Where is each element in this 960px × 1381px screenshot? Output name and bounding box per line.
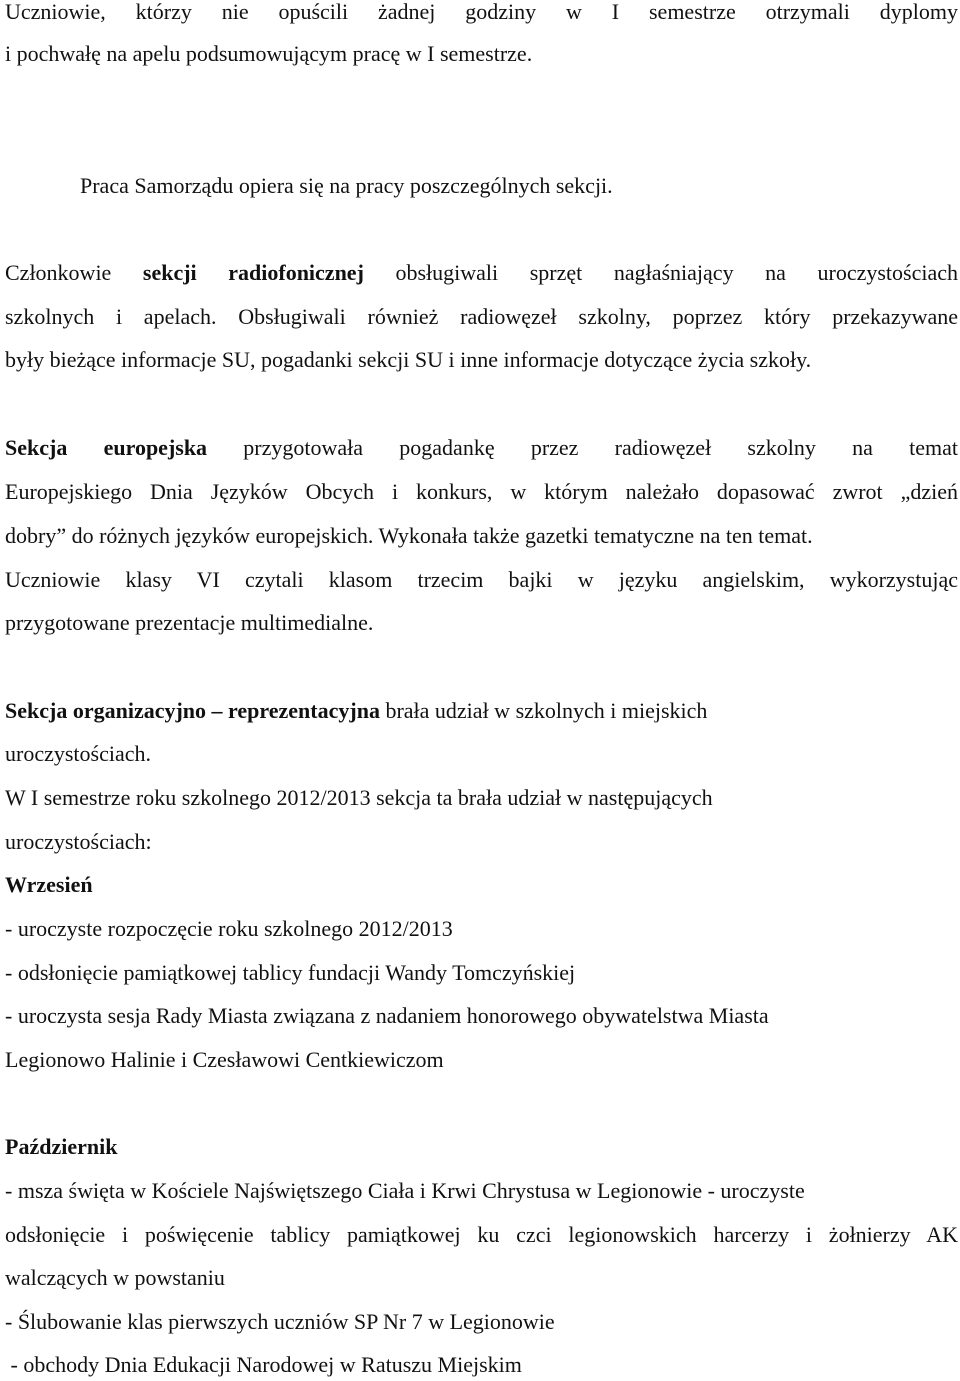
paragraph-2-line-1: Praca Samorządu opiera się na pracy poszczególnych sekcji.: [80, 173, 613, 198]
paragraph-3-line-1: [5, 258, 958, 288]
list-item-continuation: walczących w powstaniu: [5, 1265, 225, 1290]
text-run: obsługiwali sprzęt nagłaśniający na uroczystościach: [363, 260, 958, 285]
section-name-radio: sekcji radiofonicznej: [142, 260, 364, 285]
paragraph-4-line-4: Uczniowie klasy VI czytali klasom trzecim bajki w języku angielskim, wykorzystując: [5, 567, 958, 592]
paragraph-5-line-3: W I semestrze roku szkolnego 2012/2013 sekcja ta brała udział w następujących: [5, 785, 713, 810]
list-item: - Ślubowanie klas pierwszych uczniów SP Nr 7 w Legionowie: [5, 1309, 555, 1334]
paragraph-5-line-1: [5, 696, 958, 726]
section-name-organizational: Sekcja organizacyjno – reprezentacyjna: [5, 698, 380, 723]
paragraph-3-line-2: szkolnych i apelach. Obsługiwali również radiowęzeł szkolny, poprzez który przekazywane: [5, 304, 958, 329]
month-heading-text: Październik: [5, 1134, 118, 1159]
list-item: - msza święta w Kościele Najświętszego Ciała i Krwi Chrystusa w Legionowie - uroczyste: [5, 1178, 805, 1203]
text-run: brała udział w szkolnych i miejskich: [379, 698, 708, 723]
list-item: - uroczyste rozpoczęcie roku szkolnego 2012/2013: [5, 916, 453, 941]
paragraph-1-line-1: Uczniowie, którzy nie opuścili żadnej godziny w I semestrze otrzymali dyplomy: [5, 0, 958, 24]
month-heading-text: Wrzesień: [5, 872, 93, 897]
paragraph-5-line-4: uroczystościach:: [5, 829, 152, 854]
list-item: - uroczysta sesja Rady Miasta związana z nadaniem honorowego obywatelstwa Miasta: [5, 1003, 769, 1028]
section-name-european: Sekcja europejska: [5, 435, 208, 460]
list-item-continuation: odsłonięcie i poświęcenie tablicy pamiątkowej ku czci legionowskich harcerzy i żołnierzy AK: [5, 1222, 958, 1247]
text-run: przygotowała pogadankę przez radiowęzeł szkolny na temat: [207, 435, 958, 460]
list-item-continuation: Legionowo Halinie i Czesławowi Centkiewiczom: [5, 1047, 444, 1072]
paragraph-4-line-5: przygotowane prezentacje multimedialne.: [5, 610, 374, 635]
paragraph-5-line-2: uroczystościach.: [5, 741, 151, 766]
list-item: - odsłonięcie pamiątkowej tablicy fundacji Wandy Tomczyńskiej: [5, 960, 576, 985]
paragraph-4-line-2: Europejskiego Dnia Języków Obcych i konkurs, w którym należało dopasować zwrot „dzień: [5, 479, 958, 504]
paragraph-3-line-3: były bieżące informacje SU, pogadanki sekcji SU i inne informacje dotyczące życia szkoły.: [5, 347, 812, 372]
paragraph-1-line-2: i pochwałę na apelu podsumowującym pracę w I semestrze.: [5, 41, 533, 66]
paragraph-4-line-3: dobry” do różnych języków europejskich. Wykonała także gazetki tematyczne na ten temat.: [5, 523, 813, 548]
month-heading-october: [5, 1132, 958, 1162]
text-run: Członkowie: [5, 260, 143, 285]
month-heading-september: [5, 870, 958, 900]
list-item: - obchody Dnia Edukacji Narodowej w Ratuszu Miejskim: [5, 1352, 522, 1377]
paragraph-4-line-1: [5, 433, 958, 463]
